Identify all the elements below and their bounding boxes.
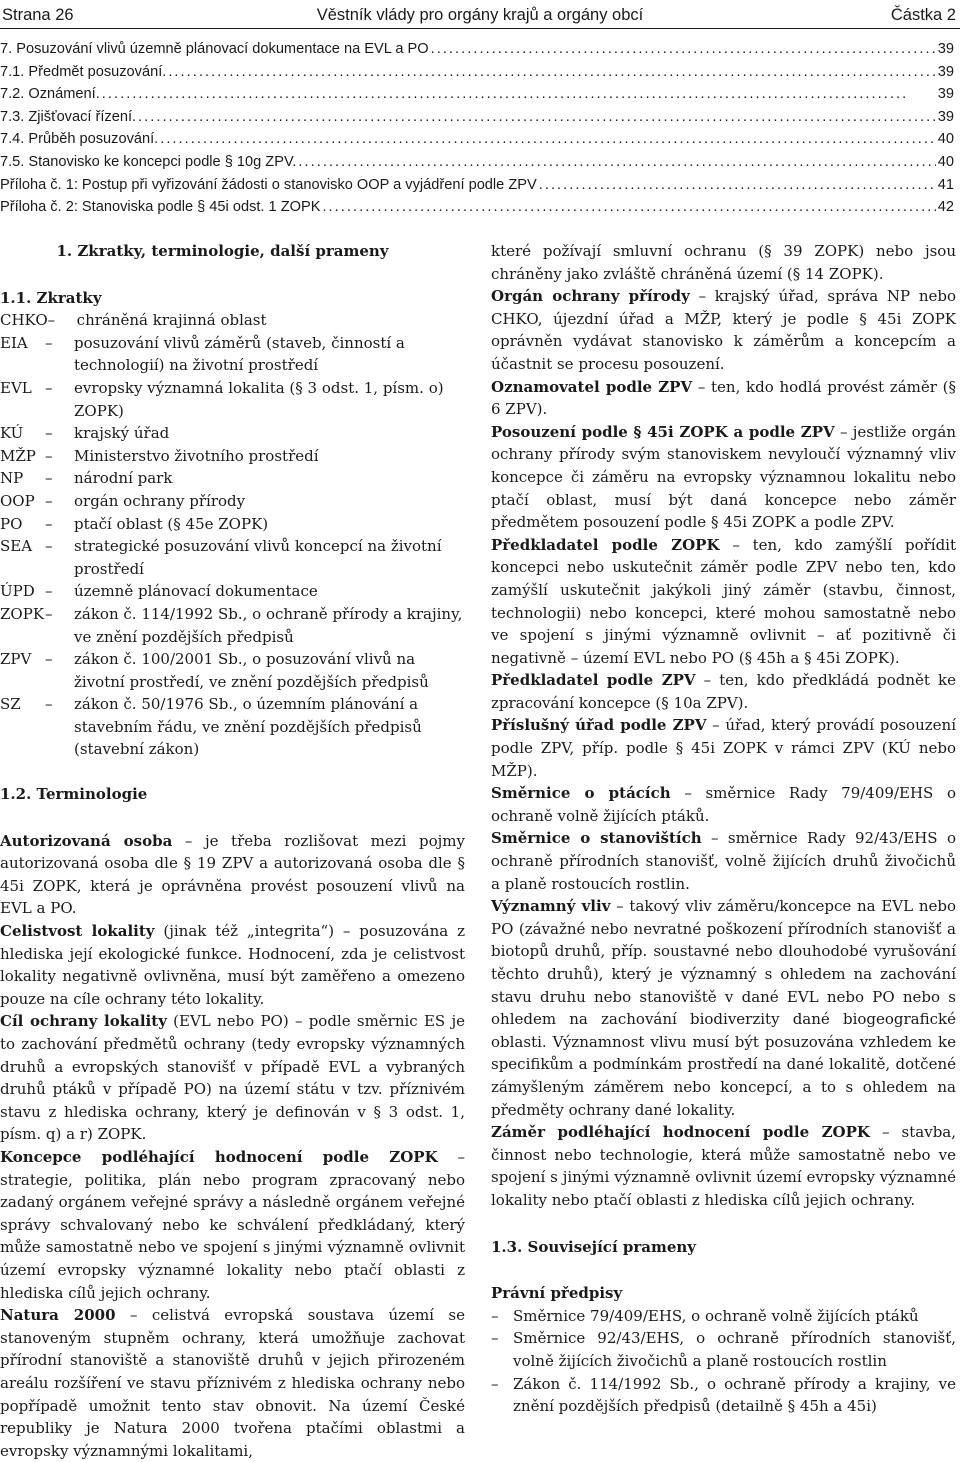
- toc-leader-dots: [168, 61, 935, 84]
- term-definition: – ten, kdo hodlá provést záměr (§ 6 ZPV).: [491, 377, 956, 419]
- issue-number: Částka 2: [890, 6, 956, 24]
- term-name: Předkladatel podle ZPV: [491, 671, 696, 690]
- right-column: [491, 240, 956, 1418]
- abbreviation-definition: ptačí oblast (§ 45e ZOPK): [74, 514, 269, 533]
- abbreviation-row: [0, 332, 465, 377]
- abbreviation-definition: Ministerstvo životního prostředí: [74, 446, 319, 465]
- zkratky-heading: 1.1. Zkratky: [0, 288, 102, 307]
- abbreviation-dash: –: [45, 446, 53, 465]
- term-definition: – ten, kdo zamýšlí pořídit koncepci nebo uskutečnit záměr podle ZPV nebo ten, kdo zamýšlí uskutečnit jakýkoli jiný záměr (stavbu, činnost, technologii) nebo koncepci, které mohou samostatně nebo ve spojení s jinými významně ovlivnit – ať pozitivně či negativně – území EVL nebo PO (§ 45h a § 45i ZOPK).: [491, 535, 956, 667]
- term-definition: – směrnice Rady 92/43/EHS o ochraně přírodních stanovišť, volně žijících druhů živočichů a planě rostoucích rostlin.: [491, 829, 956, 893]
- term-paragraph: [491, 376, 956, 421]
- term-name: Směrnice o ptácích: [491, 784, 671, 803]
- toc-label: Příloha č. 2: Stanoviska podle § 45i odst. 1 ZOPK: [0, 199, 321, 216]
- abbreviation-definition: posuzování vlivů záměrů (staveb, činností a technologií) na životní prostředí: [74, 333, 405, 375]
- legal-sources-list: [491, 1305, 956, 1418]
- table-of-contents: [0, 38, 960, 219]
- toc-page-number: 40: [937, 153, 954, 170]
- term-definition: – jestliže orgán ochrany přírody svým stanoviskem nevyloučí významný vliv koncepce či záměru na evropsky významnou lokalitu nebo ptačí oblast, musí být daná koncepce nebo záměr předmětem posouzení podle § 45i ZOPK a podle ZPV.: [491, 422, 956, 532]
- term-name: Cíl ochrany lokality: [0, 1012, 167, 1031]
- abbreviation-definition: strategické posuzování vlivů koncepcí na životní prostředí: [74, 537, 442, 578]
- term-definition: – strategie, politika, plán nebo program zpracovaný nebo zadaný orgánem veřejné správy a následně orgánem veřejné správy schvalovaný nebo ke schválení předkládaný, který může samostatně nebo ve spojení s jinými významně ovlivnit území evropsky významné lokality nebo ptačí oblasti z hlediska cílů jejich ochrany.: [0, 1147, 465, 1302]
- abbreviation: KÚ: [0, 424, 24, 443]
- toc-page-number: 39: [937, 108, 954, 125]
- abbreviation-definition: evropsky významná lokalita (§ 3 odst. 1, písm. o) ZOPK): [74, 378, 444, 420]
- toc-label: 7. Posuzování vlivů územně plánovací dokumentace na EVL a PO: [0, 41, 429, 57]
- abbreviation-dash: –: [45, 650, 53, 669]
- term-name: Autorizovaná osoba: [0, 831, 173, 850]
- abbreviation-dash: –: [45, 424, 53, 443]
- term-name: Koncepce podléhající hodnocení podle ZOPK: [0, 1147, 438, 1166]
- terms-list-left: [0, 830, 465, 1462]
- term-name: Oznamovatel podle ZPV: [491, 377, 693, 396]
- term-name: Předkladatel podle ZOPK: [491, 535, 720, 554]
- abbreviation-dash: –: [45, 333, 53, 352]
- term-definition: – směrnice Rady 79/409/EHS o ochraně volně žijících ptáků.: [491, 784, 956, 825]
- abbreviation-row: [0, 580, 465, 603]
- abbreviation-row: [0, 693, 465, 761]
- term-name: Příslušný úřad podle ZPV: [491, 716, 707, 735]
- toc-entry[interactable]: [0, 196, 960, 219]
- abbreviation-row: [0, 445, 465, 468]
- abbreviation: ZOPK: [0, 604, 45, 623]
- toc-label: 7.4. Průběh posuzování.: [0, 131, 159, 148]
- toc-entry[interactable]: [0, 38, 960, 61]
- term-paragraph: [491, 669, 956, 714]
- term-name: Záměr podléhající hodnocení podle ZOPK: [491, 1123, 870, 1142]
- abbreviation-definition: územně plánovací dokumentace: [74, 582, 318, 601]
- toc-label: Příloha č. 1: Postup při vyřizování žádosti o stanovisko OOP a vyjádření podle ZPV: [0, 176, 537, 193]
- term-definition: (EVL nebo PO) – podle směrnic ES je to zachování předmětů ochrany (tedy evropsky významných druhů a evropských stanovišť v případě EVL a vybraných druhů ptáků v případě PO) na území státu v tzv. příznivém stavu z hlediska ochrany, který je definován v § 3 odst. 1, písm. q) a r) ZOPK.: [0, 1012, 465, 1144]
- toc-label: 7.5. Stanovisko ke koncepci podle § 10g ZPV.: [0, 153, 297, 170]
- toc-leader-dots: [539, 174, 936, 197]
- toc-page-number: 41: [937, 176, 954, 193]
- abbreviation-row: [0, 309, 465, 332]
- term-paragraph: [491, 714, 956, 782]
- term-paragraph: [0, 920, 465, 1010]
- term-definition: – je třeba rozlišovat mezi pojmy autorizovaná osoba dle § 19 ZPV a autorizovaná osoba dle § 45i ZOPK, která je oprávněna provést posouzení vlivů na EVL a PO.: [0, 831, 465, 918]
- term-definition: – ten, kdo předkládá podnět ke zpracování koncepce (§ 10a ZPV).: [491, 671, 956, 712]
- abbreviation-definition: národní park: [74, 469, 173, 488]
- abbreviation-row: [0, 513, 465, 536]
- term-definition: (jinak též „integrita“) – posuzována z hlediska její ekologické funkce. Hodnocení, zda je celistvost lokality negativně ovlivněna, musí být zaměřeno a omezeno pouze na cíle ochrany této lokality.: [0, 922, 465, 1008]
- toc-leader-dots: [138, 106, 936, 129]
- abbreviation-dash: –: [45, 378, 53, 397]
- toc-leader-dots: [298, 151, 935, 174]
- abbreviation-definition: zákon č. 114/1992 Sb., o ochraně přírody a krajiny, ve znění pozdějších předpisů: [74, 604, 463, 646]
- term-definition: – úřad, který provádí posouzení podle ZPV, příp. podle § 45i ZOPK v rámci ZPV (KÚ nebo MŽP).: [491, 716, 956, 780]
- abbreviation-row: [0, 422, 465, 445]
- term-name: Posouzení podle § 45i ZOPK a podle ZPV: [491, 422, 835, 441]
- toc-leader-dots: [431, 38, 936, 61]
- abbreviation-row: [0, 535, 465, 580]
- term-paragraph: [491, 782, 956, 827]
- term-definition: – takový vliv záměru/koncepce na EVL nebo PO (závažné nebo nevratné poškození přírodních stanovišť a biotopů druhů, příp. soustavné nebo dlouhodobé vyrušování těchto druhů), který je významný s ohledem na zachování stavu druhu nebo stanoviště v dané EVL nebo PO nebo s ohledem na zachování biodiverzity dané biogeografické oblasti. Významnost vlivu musí být posuzována vzhledem ke specifikům a podmínkám prostředí na dané lokalitě, dotčené zámyšleným záměrem nebo koncepcí, a to s ohledem na předměty ochrany dané lokality.: [491, 897, 957, 1119]
- toc-entry[interactable]: [0, 61, 960, 84]
- abbreviation-row: [0, 467, 465, 490]
- abbreviation: OOP: [0, 491, 35, 510]
- term-paragraph: [491, 285, 956, 375]
- legal-source-text: Směrnice 92/43/EHS, o ochraně přírodních stanovišť, volně žijících živočichů a planě rostoucích rostlin: [513, 1329, 956, 1370]
- abbreviation: ÚPD: [0, 582, 35, 601]
- abbreviation: SZ: [0, 695, 21, 714]
- terminologie-heading: 1.2. Terminologie: [0, 785, 148, 804]
- term-paragraph: [491, 1121, 956, 1211]
- legal-source-item: [491, 1373, 956, 1418]
- toc-page-number: 42: [937, 199, 954, 216]
- abbreviation-dash: –: [45, 695, 53, 714]
- legal-source-text: Směrnice 79/409/EHS, o ochraně volně žijících ptáků: [513, 1306, 919, 1325]
- toc-entry[interactable]: [0, 174, 960, 197]
- toc-label: 7.3. Zjišťovací řízení.: [0, 108, 137, 125]
- term-paragraph: [491, 895, 956, 1121]
- abbreviation-definition: zákon č. 100/2001 Sb., o posuzování vlivů na životní prostředí, ve znění pozdějších předpisů: [74, 650, 429, 691]
- term-paragraph: [491, 534, 956, 670]
- term-paragraph: [0, 1010, 465, 1146]
- page-number: Strana 26: [2, 6, 74, 24]
- term-name: Směrnice o stanovištích: [491, 829, 702, 848]
- toc-label: 7.1. Předmět posuzování.: [0, 63, 167, 80]
- toc-leader-dots: [102, 83, 936, 106]
- legal-source-item: [491, 1305, 956, 1328]
- abbreviation-row: [0, 648, 465, 693]
- abbreviation-dash: –: [45, 537, 53, 556]
- term-name: Významný vliv: [491, 897, 611, 916]
- toc-page-number: 40: [937, 131, 954, 148]
- abbreviation-list: [0, 309, 465, 761]
- toc-page-number: 39: [937, 86, 954, 103]
- toc-page-number: 39: [937, 63, 954, 80]
- abbreviation-definition: orgán ochrany přírody: [74, 491, 246, 510]
- abbreviation-row: [0, 490, 465, 513]
- list-dash: –: [491, 1374, 499, 1393]
- abbreviation: CHKO: [0, 311, 48, 330]
- abbreviation: PO: [0, 514, 23, 533]
- term-definition: – celistvá evropská soustava území se stanoveným stupněm ochrany, která umožňuje zachovat přírodní stanoviště a stanoviště druhů v jejich přirozeném areálu rozšíření ve stavu příznivém z hlediska ochrany nebo popřípadě umožnit tento stav obnovit. Na území České republiky je Natura 2000 tvořena ptačími oblastmi a evropsky významnými lokalitami,: [0, 1306, 465, 1460]
- pravni-heading: Právní předpisy: [491, 1284, 623, 1303]
- legal-source-item: [491, 1327, 956, 1372]
- abbreviation-row: [0, 603, 465, 648]
- toc-page-number: 39: [937, 41, 954, 57]
- term-paragraph: [491, 827, 956, 895]
- abbreviation-dash: –: [45, 604, 53, 623]
- abbreviation-dash: –: [47, 311, 56, 330]
- term-name: Celistvost lokality: [0, 922, 155, 941]
- abbreviation-dash: –: [45, 514, 53, 533]
- page-header: [0, 0, 960, 29]
- toc-leader-dots: [322, 196, 935, 219]
- term-paragraph: [0, 1304, 465, 1462]
- terms-list-right: [491, 285, 956, 1211]
- toc-label: 7.2. Oznámení.: [0, 86, 100, 103]
- abbreviation: NP: [0, 469, 24, 488]
- toc-leader-dots: [160, 128, 936, 151]
- legal-source-text: Zákon č. 114/1992 Sb., o ochraně přírody a krajiny, ve znění pozdějších předpisů (detailně § 45h a 45i): [513, 1374, 956, 1416]
- term-paragraph: [0, 1146, 465, 1304]
- abbreviation-dash: –: [45, 582, 53, 601]
- publication-title: Věstník vlády pro orgány krajů a orgány obcí: [316, 6, 644, 24]
- abbreviation-dash: –: [45, 491, 53, 510]
- abbreviation-dash: –: [45, 469, 53, 488]
- abbreviation-row: [0, 377, 465, 422]
- toc-entry[interactable]: [0, 83, 960, 106]
- toc-entry[interactable]: [0, 106, 960, 129]
- abbreviation: MŽP: [0, 446, 36, 465]
- toc-entry[interactable]: [0, 128, 960, 151]
- abbreviation-definition: chráněná krajinná oblast: [76, 311, 267, 330]
- list-dash: –: [491, 1329, 499, 1348]
- term-name: Natura 2000: [0, 1306, 116, 1325]
- abbreviation: EIA: [0, 333, 28, 352]
- continuation-text: které požívají smluvní ochranu (§ 39 ZOPK) nebo jsou chráněny jako zvláště chráněná území (§ 14 ZOPK).: [491, 242, 956, 283]
- left-column: [0, 240, 465, 1462]
- abbreviation: EVL: [0, 378, 32, 397]
- term-definition: – krajský úřad, správa NP nebo CHKO, újezdní úřad a MŽP, který je podle § 45i ZOPK oprávněn vydávat stanovisko k záměrům a koncepcím a účastnit se procesu posouzení.: [491, 287, 957, 373]
- toc-entry[interactable]: [0, 151, 960, 174]
- abbreviation-definition: zákon č. 50/1976 Sb., o územním plánování a stavebním řádu, ve znění pozdějších předpisů (stavební zákon): [74, 695, 422, 759]
- abbreviation: SEA: [0, 537, 33, 556]
- list-dash: –: [491, 1306, 499, 1325]
- term-paragraph: [491, 421, 956, 534]
- term-definition: – stavba, činnost nebo technologie, která může samostatně nebo ve spojení s jinými významně ovlivnit území evropsky významné lokality nebo ptačí oblasti z hlediska cílů jejich ochrany.: [491, 1123, 957, 1209]
- term-name: Orgán ochrany přírody: [491, 287, 690, 306]
- abbreviation-definition: krajský úřad: [74, 424, 170, 443]
- abbreviation: ZPV: [0, 650, 32, 669]
- term-paragraph: [0, 830, 465, 920]
- section-title: 1. Zkratky, terminologie, další prameny: [56, 242, 389, 260]
- prameny-heading: 1.3. Související prameny: [491, 1237, 697, 1256]
